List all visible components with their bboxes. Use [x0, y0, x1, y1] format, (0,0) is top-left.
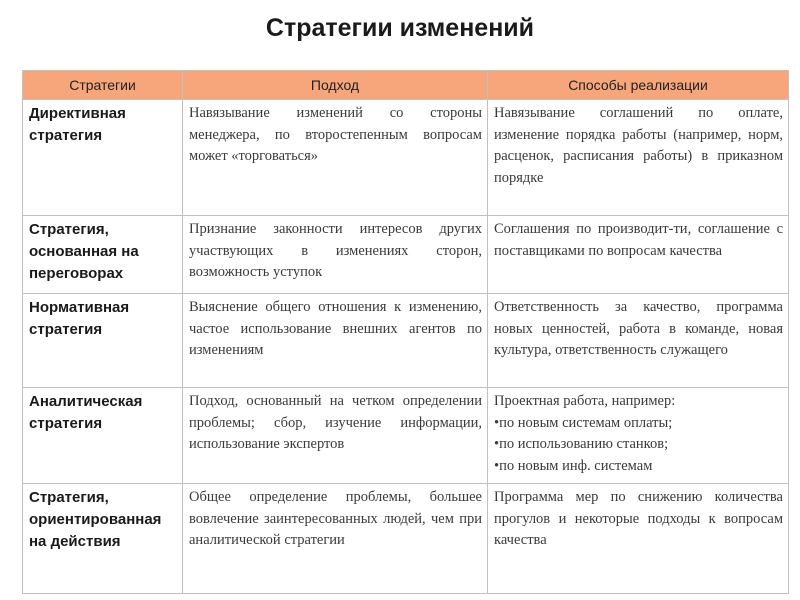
methods-intro: Проектная работа, например: — [494, 393, 676, 409]
header-approach: Подход — [183, 71, 488, 100]
strategy-name: Директивная стратегия — [23, 100, 183, 216]
list-item: • по новым инф. системам — [494, 456, 783, 478]
table-header-row — [23, 71, 789, 100]
table-row — [23, 100, 789, 216]
methods-cell: Соглашения по производит-ти, соглашение с поставщиками по вопросам качества — [488, 216, 789, 294]
methods-cell — [488, 388, 789, 484]
approach-cell: Общее определение проблемы, большее вовлечение заинтересованных людей, чем при аналитической стратегии — [183, 484, 488, 594]
approach-cell: Признание законности интересов других участвующих в изменениях сторон, возможность уступок — [183, 216, 488, 294]
table-row — [23, 484, 789, 594]
methods-cell: Навязывание соглашений по оплате, изменение порядка работы (например, норм, расценок, расписания работы) в приказном порядке — [488, 100, 789, 216]
header-strategies: Стратегии — [23, 71, 183, 100]
methods-cell: Ответственность за качество, программа новых ценностей, работа в команде, новая культура, ответственность служащего — [488, 294, 789, 388]
table-row — [23, 388, 789, 484]
strategy-name: Стратегия, основанная на переговорах — [23, 216, 183, 294]
header-methods: Способы реализации — [488, 71, 789, 100]
approach-cell: Выяснение общего отношения к изменению, частое использование внешних агентов по изменениям — [183, 294, 488, 388]
approach-cell: Подход, основанный на четком определении проблемы; сбор, изучение информации, использование экспертов — [183, 388, 488, 484]
approach-cell: Навязывание изменений со стороны менеджера, по второстепенным вопросам может «торговаться» — [183, 100, 488, 216]
strategy-name: Аналитическая стратегия — [23, 388, 183, 484]
list-item: • по новым системам оплаты; — [494, 413, 783, 435]
table-row — [23, 216, 789, 294]
list-item: • по использованию станков; — [494, 434, 783, 456]
table-row — [23, 294, 789, 388]
strategy-name: Нормативная стратегия — [23, 294, 183, 388]
methods-cell: Программа мер по снижению количества прогулов и некоторые подходы к вопросам качества — [488, 484, 789, 594]
strategy-name: Стратегия, ориентированная на действия — [23, 484, 183, 594]
page-title: Стратегии изменений — [265, 14, 535, 42]
strategies-table — [22, 70, 789, 594]
